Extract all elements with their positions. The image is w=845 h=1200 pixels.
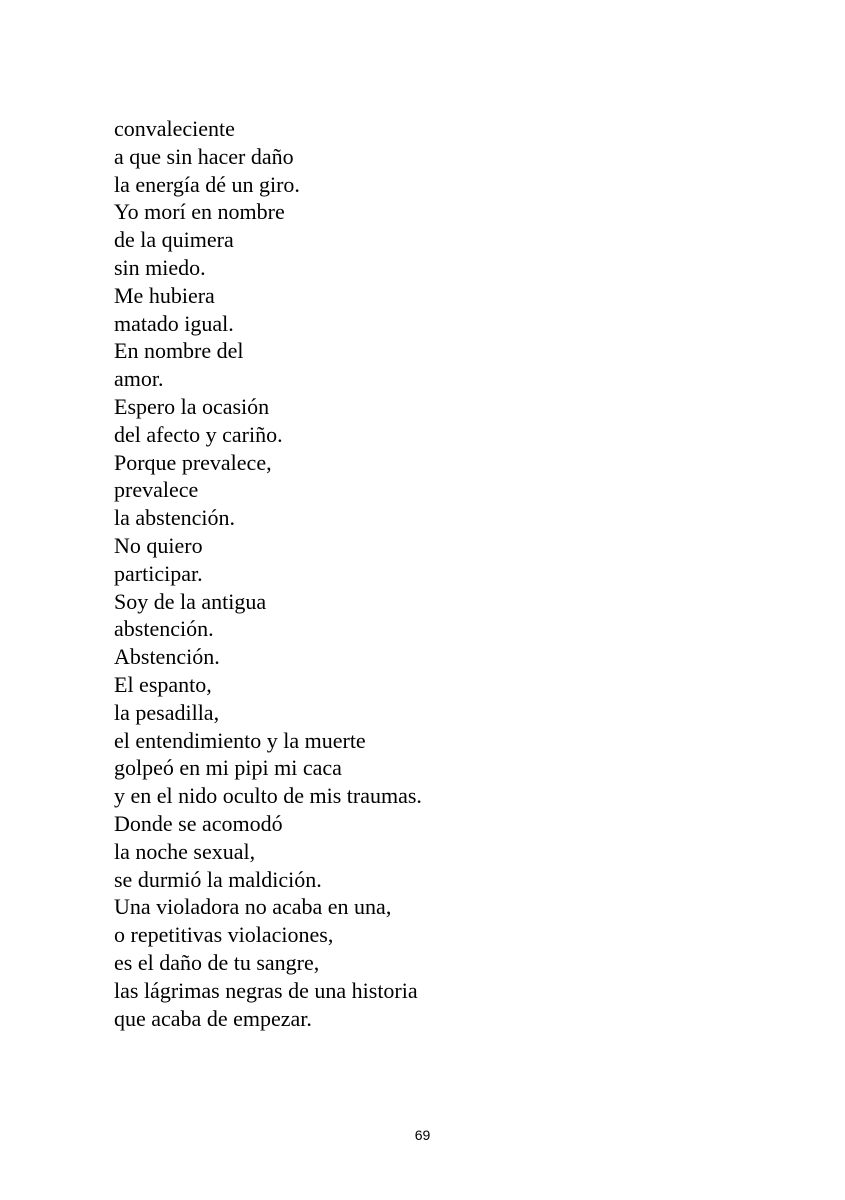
poem-line: o repetitivas violaciones,: [114, 922, 334, 948]
poem-line: de la quimera: [114, 227, 234, 253]
poem-line: convaleciente: [114, 116, 235, 141]
poem-line: golpeó en mi pipi mi caca: [114, 755, 342, 781]
poem-line: se durmió la maldición.: [114, 866, 322, 892]
poem-line: la abstención.: [114, 505, 235, 531]
poem-line: a que sin hacer daño: [114, 143, 294, 169]
poem-line: sin miedo.: [114, 254, 206, 280]
poem-line: No quiero: [114, 532, 203, 558]
poem-line: Yo morí en nombre: [114, 199, 285, 225]
poem-line: participar.: [114, 560, 203, 586]
poem-line: es el daño de tu sangre,: [114, 949, 320, 975]
poem-line: Me hubiera: [114, 282, 215, 308]
poem-line: del afecto y cariño.: [114, 421, 283, 447]
poem-line: Espero la ocasión: [114, 393, 270, 419]
poem-line: el entendimiento y la muerte: [114, 727, 366, 753]
poem-line: Porque prevalece,: [114, 449, 272, 475]
poem-line: y en el nido oculto de mis traumas.: [114, 783, 422, 809]
poem-line: Soy de la antigua: [114, 588, 267, 614]
poem-line: Una violadora no acaba en una,: [114, 894, 392, 920]
poem-line: Abstención.: [114, 644, 220, 670]
page-number: 69: [414, 1127, 431, 1143]
poem-line: El espanto,: [114, 671, 212, 697]
poem-line: amor.: [114, 366, 164, 392]
poem-line: Donde se acomodó: [114, 810, 283, 836]
poem-line: matado igual.: [114, 310, 234, 336]
poem-text: [114, 115, 422, 1032]
poem-line: que acaba de empezar.: [114, 1005, 312, 1031]
poem-line: las lágrimas negras de una historia: [114, 977, 418, 1003]
poem-line: la pesadilla,: [114, 699, 220, 725]
poem-line: abstención.: [114, 616, 214, 642]
poem-line: la noche sexual,: [114, 838, 256, 864]
poem-line: prevalece: [114, 477, 199, 503]
poem-line: la energía dé un giro.: [114, 171, 300, 197]
poem-line: En nombre del: [114, 338, 244, 364]
